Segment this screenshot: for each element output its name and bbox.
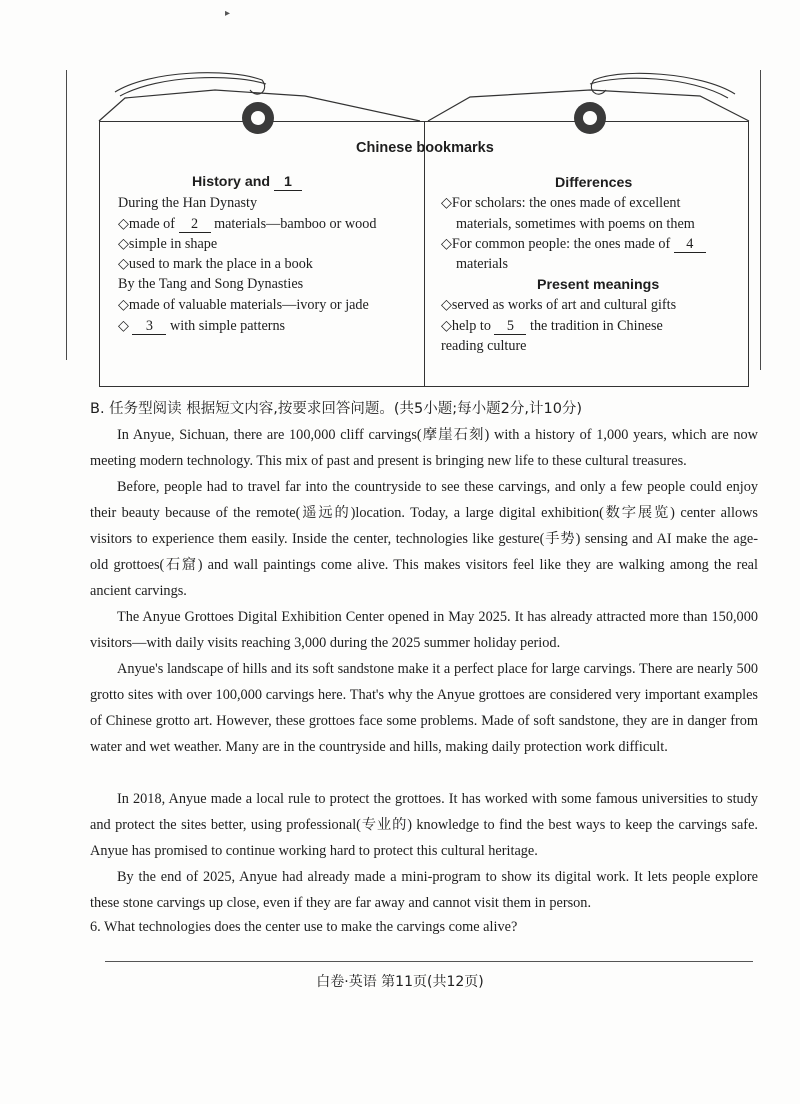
blank-2[interactable]: 2: [179, 216, 211, 233]
used-to-mark-line: ◇used to mark the place in a book: [118, 256, 313, 272]
common-people-line: [441, 234, 706, 254]
section-b-heading: B. 任务型阅读 根据短文内容,按要求回答问题。(共5小题;每小题2分,计10分): [90, 401, 583, 417]
passage-paragraph-4: Anyue's landscape of hills and its soft sandstone make it a perfect place for large carvings. There are nearly 500 grotto sites with over 100,000 carvings here. That's why the Anyue grottoes are considered very important examples of Chinese grotto art. However, these grottoes face some problems. Made of soft sandstone, they are in danger from water and wet weather. Many are in the countryside and hills, making daily protection work difficult.: [90, 661, 758, 755]
valuable-materials-line: ◇made of valuable materials—ivory or jade: [118, 297, 369, 313]
blank-5[interactable]: 5: [494, 318, 526, 335]
made-of-prefix: ◇made of: [118, 216, 179, 232]
patterns-suffix: with simple patterns: [166, 318, 286, 334]
common-prefix: ◇For common people: the ones made of: [441, 236, 674, 252]
simple-shape-line: ◇simple in shape: [118, 236, 218, 252]
blank-4[interactable]: 4: [674, 236, 706, 253]
han-dynasty-line: During the Han Dynasty: [118, 195, 258, 211]
right-tag-hole: [574, 102, 606, 134]
blank-3[interactable]: 3: [132, 318, 166, 335]
patterns-prefix: ◇: [118, 318, 133, 334]
passage-paragraph-1: In Anyue, Sichuan, there are 100,000 cliff carvings(摩崖石刻) with a history of 1,000 years, which are now meeting modern technology. This mix of past and present is bringing new life to these cultural treasures.: [90, 427, 758, 469]
passage-paragraph-6: By the end of 2025, Anyue had already made a mini-program to show its digital work. It lets people explore these stone carvings up close, even if they are far away and cannot visit them in person.: [90, 869, 758, 911]
help-line-2: reading culture: [441, 338, 527, 354]
passage-paragraph-5: In 2018, Anyue made a local rule to protect the grottoes. It has worked with some famous universities to study and protect the sites better, using professional(专业的) knowledge to find the best ways to keep the carvings safe. Anyue has promised to continue working hard to protect this cultural heritage.: [90, 791, 758, 859]
left-tag-hole: [242, 102, 274, 134]
scholars-line-2: materials, sometimes with poems on them: [456, 216, 695, 232]
common-people-line-2: materials: [456, 256, 508, 272]
help-suffix: the tradition in Chinese: [526, 318, 663, 334]
help-prefix: ◇help to: [441, 318, 495, 334]
scan-mark: ▸: [225, 8, 231, 19]
question-6: 6. What technologies does the center use to make the carvings come alive?: [90, 919, 518, 935]
history-heading: [192, 172, 302, 192]
history-heading-text: History and: [192, 174, 274, 190]
passage-paragraph-2: Before, people had to travel far into the countryside to see these carvings, and only a few people could enjoy their beauty because of the remote(遥远的)location. Today, a large digital exhibition(数字展览) center allows visitors to experience them easily. Inside the center, technologies like gesture(手势) sensing and AI make the age-old grottoes(石窟) and wall paintings come alive. This makes visitors feel like they are walking among the real ancient carvings.: [90, 479, 758, 599]
made-of-line: [118, 214, 376, 234]
patterns-line: [118, 316, 285, 336]
help-line: [441, 316, 663, 336]
footer-rule: [105, 961, 753, 962]
differences-heading: Differences: [555, 175, 633, 191]
tang-song-line: By the Tang and Song Dynasties: [118, 276, 304, 292]
present-meanings-heading: Present meanings: [537, 277, 660, 293]
passage-paragraph-3: The Anyue Grottoes Digital Exhibition Center opened in May 2025. It has already attracted more than 150,000 visitors—with daily visits reaching 3,000 during the 2025 summer holiday period.: [90, 609, 758, 651]
bookmark-tags-graphic: [0, 0, 800, 200]
bookmarks-title: Chinese bookmarks: [356, 140, 494, 156]
scholars-line-1: ◇For scholars: the ones made of excellent: [441, 195, 681, 211]
page-footer: 白卷·英语 第11页(共12页): [316, 974, 484, 990]
made-of-suffix: materials—bamboo or wood: [210, 216, 377, 232]
served-line: ◇served as works of art and cultural gifts: [441, 297, 677, 313]
blank-1[interactable]: 1: [274, 174, 302, 191]
